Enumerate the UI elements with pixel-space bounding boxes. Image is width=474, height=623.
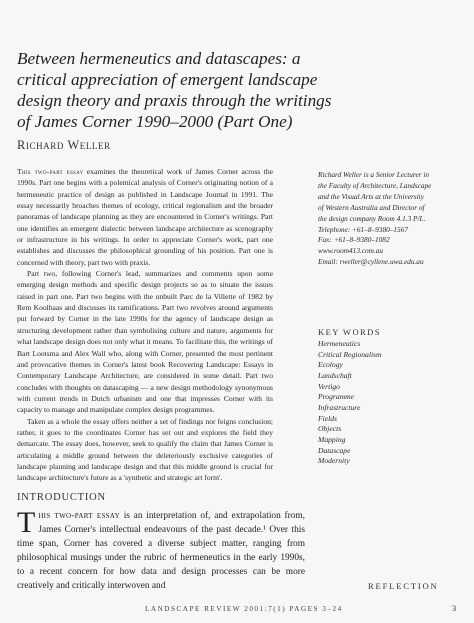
keyword-item: Datascape — [318, 445, 351, 455]
bio-line: of Western Australia and Director of — [318, 202, 425, 212]
intro-lead-smallcaps: his two-part essay — [38, 511, 120, 521]
bio-fax: Fax: +61–8–9380–1082 — [318, 235, 390, 245]
keyword-item: Objects — [318, 424, 342, 434]
keyword-item: Ecology — [318, 360, 343, 370]
intro-paragraph — [17, 506, 306, 594]
article-title: Between hermeneutics and datascapes: a critical appreciation of emergent landscape design theory and praxis through the writings of James Corner 1990–2000 (Part One) — [17, 49, 332, 131]
keyword-item: Mapping — [318, 434, 346, 444]
abstract-paragraph-3: Taken as a whole the essay offers neither a set of findings nor feigns conclusion; rather, it goes to the coordinates Corner has set out and explores the field they demarcate. The essay does, however, seek to qualify the claim that James Corner is articulating a middle ground between the deleteriously exclusive categories of landscape planning and landscape design and that this middle ground is crucial for landscape architecture's future as a 'synthetic and strategic art form'. — [17, 416, 273, 483]
keyword-item: Modernity — [318, 456, 350, 466]
keyword-item: Critical Regionalism — [318, 349, 382, 359]
abstract-paragraph-2: Part two, following Corner's lead, summarizes and comments upon some emerging design methods and specific design projects so as to situate the issues raised in part one. Part two begins with the unbuilt Parc de la Villette of 1982 by Rem Koolhaas and discusses its ramifications. Part two revolves around arguments put forward by Corner in the late 1990s for the agency of landscape design as structuring development rather than symbolising culture and nature, arguments for what landscape design does not only what it means. To facilitate this, the writings of Bart Lootsma and Alex Wall who, along with Corner, presented the most pertinent and provocative themes in Corner's latest book Recovering Landscape: Essays in Contemporary Landscape Architecture, are considered in some detail. Part two concludes with thoughts on datascaping — a new design methodology synonymous with current trends in Dutch urbanism and one that impresses Corner with its capacity to manage and manipulate complex design programmes. — [17, 269, 273, 415]
keyword-item: Programme — [318, 392, 354, 402]
drop-cap: T — [17, 506, 36, 539]
bio-line: the design company Room 4.1.3 P/L. — [318, 213, 426, 223]
page-number: 3 — [452, 604, 457, 613]
intro-text: is an interpretation of, and extrapolation from, James Corner's intellectual endeavours of the past decade.¹ Over this time span, Corner has covered a diverse subject matter, ranging from philosophical musings under the rubric of hermeneutics in the early 1990s, to a recent concern for how data and design processes can be more creatively and critically interwoven and — [17, 511, 306, 592]
bio-line: and the Visual Arts at the University — [318, 191, 424, 201]
bio-line: Richard Weller is a Senior Lecturer in — [318, 170, 430, 179]
abstract-paragraph-1-text: examines the theoretical work of James Corner across the 1990s. Part one begins with a polemical analysis of Corner's originating notion of a hermeneutic practice of design as published in Landscape Journal in 1991. The essay necessarily broaches themes of ecology, critical regionalism and the broader panoramas of landscape planning as they are encountered in Corner's writings. Part one identifies an emergent dialectic between landscape architecture as scenography or infrastructure in his writings. In order to appreciate Corner's work, part one establishes and discusses the philosophical grounding of his position. Part one is concerned with theory, part two with praxis. — [17, 167, 273, 267]
author-bio — [318, 170, 460, 268]
keyword-item: Infrastructure — [318, 402, 361, 412]
keyword-item: Vertigo — [318, 381, 340, 391]
bio-website: www.room413.com.au — [318, 246, 384, 256]
keyword-item: Hermeneutics — [318, 339, 361, 348]
abstract — [17, 166, 273, 484]
keywords-list — [318, 339, 382, 467]
reflection-label: REFLECTION — [368, 581, 439, 591]
author-name: Richard Weller — [17, 138, 111, 152]
abstract-paragraph-1 — [17, 166, 273, 268]
section-heading: INTRODUCTION — [17, 492, 106, 503]
bio-line: the Faculty of Architecture, Landscape — [318, 180, 432, 190]
journal-footer: LANDSCAPE REVIEW 2001:7(1) PAGES 3–24 — [145, 605, 343, 613]
abstract-lead-smallcaps: This two-part essay — [17, 167, 84, 176]
keywords-heading: KEY WORDS — [318, 327, 381, 337]
keyword-item: Landschaft — [318, 370, 352, 380]
bio-telephone: Telephone: +61–8–9380–1567 — [318, 224, 408, 234]
keyword-item: Fields — [318, 413, 337, 423]
bio-email: Email: rweller@cyllene.uwa.edu.au — [318, 257, 424, 267]
